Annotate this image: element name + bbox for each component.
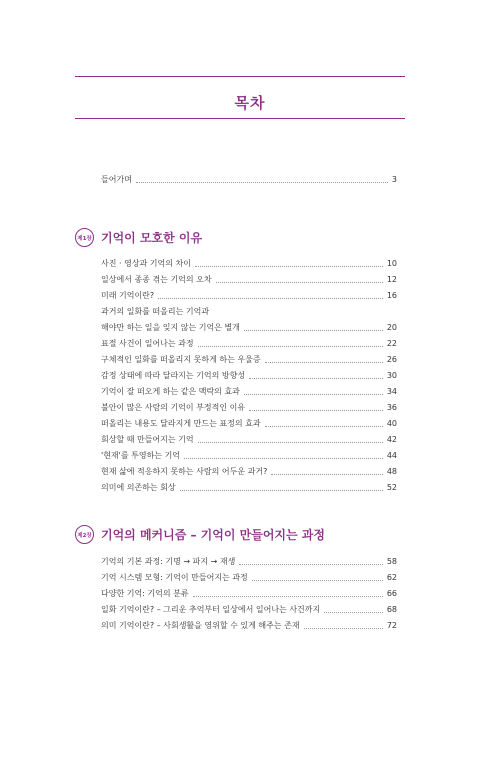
toc-entry[interactable] [101,271,397,285]
toc-entry-label: 떠올리는 내용도 달라지게 만드는 표정의 효과 [101,419,261,428]
title-underline [75,118,405,119]
toc-entry-page: 62 [386,573,397,582]
toc-entry-page: 66 [386,589,397,598]
toc-entry[interactable] [101,335,397,349]
toc-entry-page: 12 [386,275,397,284]
toc-entry-label: 기억의 기본 과정: 기명 → 파지 → 재생 [101,557,236,566]
toc-entry-page: 52 [386,483,397,492]
toc-entry-page: 20 [386,323,397,332]
toc-entry-page: 68 [386,605,397,614]
toc-entry-page: 44 [386,451,397,460]
chapter-1-heading[interactable] [75,228,202,247]
leader-dots [239,564,382,565]
toc-entry-page: 58 [386,557,397,566]
leader-dots [193,596,383,597]
toc-entry-label: 표절 사건이 일어나는 과정 [101,339,194,348]
leader-dots [198,442,383,443]
leader-dots [158,298,383,299]
toc-entry[interactable] [101,431,397,445]
toc-entry-page: 30 [386,371,397,380]
toc-entry[interactable] [101,255,397,269]
toc-entry-label: 일상에서 종종 겪는 기억의 오차 [101,275,212,284]
leader-dots [271,474,382,475]
toc-entry-page: 16 [386,291,397,300]
leader-dots [244,330,383,331]
toc-entry[interactable] [101,569,397,583]
toc-entry-page: 10 [386,259,397,268]
toc-entry-page: 3 [391,175,397,184]
toc-entry-label: '현재'를 투영하는 기억 [101,451,181,460]
toc-entry[interactable] [101,585,397,599]
toc-entry[interactable] [101,447,397,461]
toc-entry-label: 의미 기억이란? – 사회생활을 영위할 수 있게 해주는 존재 [101,621,300,630]
chapter-2-heading[interactable] [75,525,325,544]
toc-entry[interactable] [101,351,397,365]
toc-entry-label: 과거의 일화를 떠올리는 기억과 [101,307,210,316]
page-title: 목차 [234,94,266,112]
toc-entry-page: 36 [386,403,397,412]
toc-entry-page: 22 [386,339,397,348]
leader-dots [216,282,383,283]
toc-entry-label: 불안이 많은 사람의 기억이 부정적인 이유 [101,403,246,412]
toc-entry-page: 34 [386,387,397,396]
toc-entry-label: 감정 상태에 따라 달라지는 기억의 방향성 [101,371,246,380]
top-rule [75,76,405,77]
toc-entry-intro[interactable] [101,171,397,185]
leader-dots [249,378,383,379]
leader-dots [265,426,383,427]
chapter-title: 기억의 메커니즘 – 기억이 만들어지는 과정 [101,528,325,542]
toc-entry[interactable] [101,617,397,631]
toc-entry[interactable] [101,553,397,567]
toc-entry-page: 42 [386,435,397,444]
leader-dots [136,182,388,183]
toc-entry-label: 회상할 때 만들어지는 기억 [101,435,194,444]
toc-entry-label: 기억 시스템 모형: 기억이 만들어지는 과정 [101,573,248,582]
toc-entry-label: 의미에 의존하는 회상 [101,483,176,492]
toc-entry[interactable] [101,399,397,413]
toc-entry-page: 40 [386,419,397,428]
toc-entry[interactable] [101,287,397,301]
toc-entry-continued[interactable] [101,303,397,317]
toc-entry-page: 48 [386,467,397,476]
toc-entry-label: 구체적인 일화를 떠올리지 못하게 하는 우울증 [101,355,261,364]
toc-entry-label: 일화 기억이란? – 그리운 추억부터 일상에서 일어나는 사건까지 [101,605,321,614]
leader-dots [249,410,383,411]
chapter-badge: 제1장 [75,228,94,247]
toc-entry-label: 기억이 잘 떠오게 하는 같은 맥락의 효과 [101,387,240,396]
toc-entry-label: 들어가며 [101,175,132,184]
chapter-title: 기억이 모호한 이유 [101,231,203,245]
toc-entry-page: 72 [386,621,397,630]
toc-entry[interactable] [101,383,397,397]
leader-dots [244,394,383,395]
leader-dots [265,362,383,363]
toc-entry[interactable] [101,415,397,429]
leader-dots [180,490,383,491]
toc-entry-label: 미래 기억이란? [101,291,155,300]
toc-entry-label: 현재 삶에 적응하지 못하는 사람의 어두운 과거? [101,467,268,476]
toc-entry[interactable] [101,479,397,493]
leader-dots [252,580,383,581]
toc-entry[interactable] [101,319,397,333]
toc-entry-label: 해야만 하는 일을 잊지 않는 기억은 별개 [101,323,240,332]
chapter-badge: 제2장 [75,525,94,544]
toc-entry-label: 다양한 기억: 기억의 분류 [101,589,189,598]
leader-dots [195,266,383,267]
leader-dots [304,628,383,629]
toc-entry-page: 26 [386,355,397,364]
leader-dots [324,612,383,613]
leader-dots [184,458,383,459]
toc-entry[interactable] [101,463,397,477]
toc-entry-label: 사진 · 영상과 기억의 차이 [101,259,191,268]
leader-dots [198,346,383,347]
toc-entry[interactable] [101,601,397,615]
toc-entry[interactable] [101,367,397,381]
